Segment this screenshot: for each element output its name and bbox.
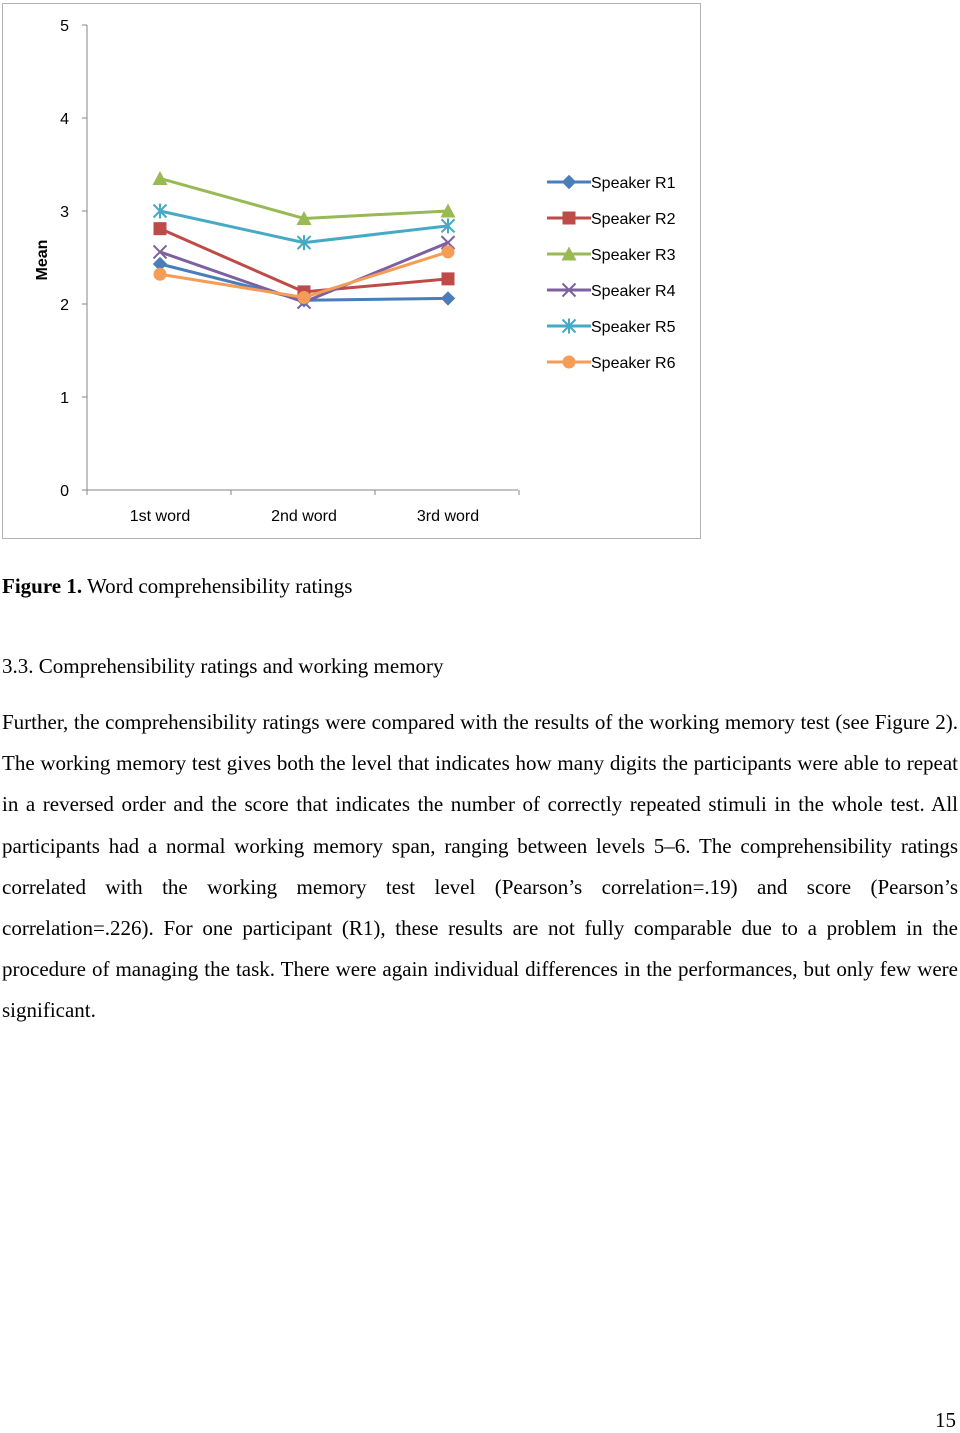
y-tick-label: 0	[60, 483, 69, 500]
legend-label-speaker-r5: Speaker R5	[591, 319, 676, 336]
y-tick-label: 3	[60, 204, 69, 221]
legend-label-speaker-r2: Speaker R2	[591, 211, 676, 228]
y-tick-label: 2	[60, 297, 69, 314]
x-tick-label: 3rd word	[416, 508, 480, 525]
data-point-speaker-r2	[442, 272, 455, 285]
y-axis-label: Mean	[34, 239, 51, 281]
y-tick-label: 1	[60, 390, 69, 407]
y-tick-label: 5	[60, 18, 69, 35]
legend-marker-speaker-r2	[563, 212, 576, 225]
legend-label-speaker-r1: Speaker R1	[591, 175, 676, 192]
figure-caption	[2, 574, 352, 599]
legend-label-speaker-r3: Speaker R3	[591, 247, 676, 264]
legend-marker-speaker-r1	[563, 176, 576, 189]
data-point-speaker-r1	[442, 292, 455, 305]
page-number: 15	[935, 1408, 956, 1432]
x-tick-label: 2nd word	[271, 508, 337, 525]
figure-caption-label: Figure 1.	[2, 574, 83, 598]
y-tick-label: 4	[60, 111, 69, 128]
line-chart	[3, 4, 700, 538]
chart-frame	[2, 3, 701, 539]
legend-label-speaker-r6: Speaker R6	[591, 355, 676, 372]
figure-caption-text: Word comprehensibility ratings	[82, 574, 353, 598]
legend-marker-speaker-r6	[563, 356, 576, 369]
x-tick-label: 1st word	[129, 508, 191, 525]
section-heading: 3.3. Comprehensibility ratings and working memory	[2, 654, 444, 678]
data-point-speaker-r2	[154, 222, 167, 235]
data-point-speaker-r6	[298, 291, 311, 304]
legend-label-speaker-r4: Speaker R4	[591, 283, 676, 300]
body-paragraph: Further, the comprehensibility ratings were compared with the results of the working memory test (see Figure 2). The working memory test gives both the level that indicates how many digits the participants were able to repeat in a reversed order and the score that indicates the number of correctly repeated stimuli in the whole test. All participants had a normal working memory span, ranging between levels 5–6. The comprehensibility ratings correlated with the working memory test level (Pearson’s correlation=.19) and score (Pearson’s correlation=.226). For one participant (R1), these results are not fully comparable due to a problem in the procedure of managing the task. There were again individual differences in the performances, but only few were significant.	[2, 710, 958, 1023]
data-point-speaker-r6	[442, 245, 455, 258]
data-point-speaker-r3	[153, 171, 168, 185]
data-point-speaker-r6	[154, 268, 167, 281]
